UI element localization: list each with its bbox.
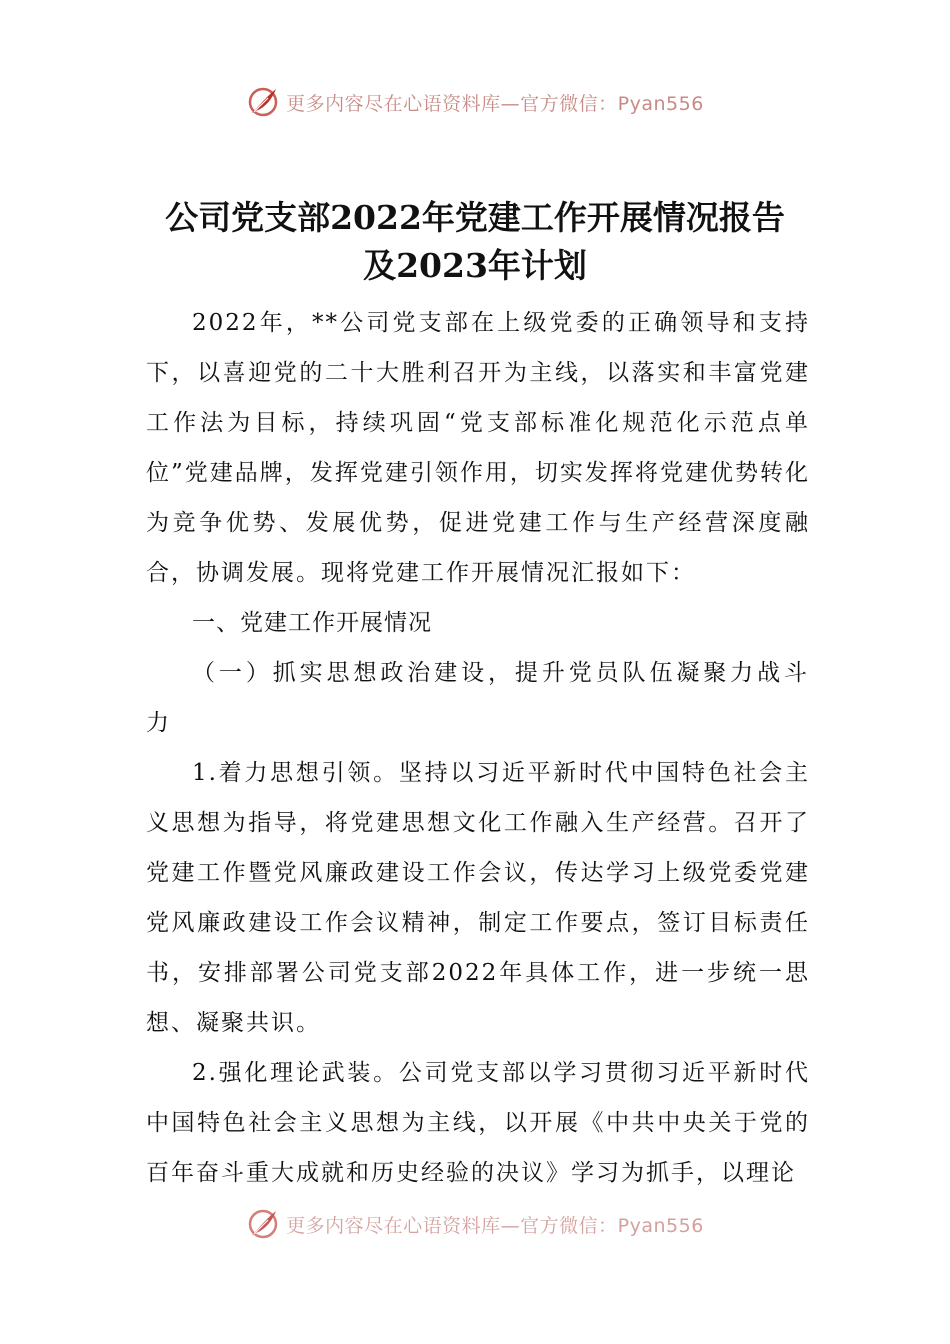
item-paragraph-2: 2.强化理论武装。公司党支部以学习贯彻习近平新时代中国特色社会主义思想为主线，以开展《中共中央关于党的百年奋斗重大成就和历史经验的决议》学习为抓手，以理论 xyxy=(146,1060,810,1186)
document-body xyxy=(146,298,810,1198)
watermark-text: 更多内容尽在心语资料库—官方微信：Pyan556 xyxy=(286,92,704,115)
watermark-text: 更多内容尽在心语资料库—官方微信：Pyan556 xyxy=(286,1214,704,1237)
watermark-banner-bottom xyxy=(0,1204,950,1244)
document-title xyxy=(0,194,950,290)
watermark-banner-top xyxy=(0,82,950,122)
subsection-heading: （一）抓实思想政治建设，提升党员队伍凝聚力战斗力 xyxy=(146,660,810,736)
intro-paragraph: 2022年，**公司党支部在上级党委的正确领导和支持下，以喜迎党的二十大胜利召开为主线，以落实和丰富党建工作法为目标，持续巩固“党支部标准化规范化示范点单位”党建品牌，发挥党建引领作用，切实发挥将党建优势转化为竞争优势、发展优势，促进党建工作与生产经营深度融合，协调发展。现将党建工作开展情况汇报如下： xyxy=(146,310,810,586)
quill-logo-icon xyxy=(246,85,280,119)
section-heading: 一、党建工作开展情况 xyxy=(192,610,432,636)
quill-logo-icon xyxy=(246,1207,280,1241)
title-line-1: 公司党支部2022年党建工作开展情况报告 xyxy=(165,198,785,237)
item-paragraph-1: 1.着力思想引领。坚持以习近平新时代中国特色社会主义思想为指导，将党建思想文化工作融入生产经营。召开了党建工作暨党风廉政建设工作会议，传达学习上级党委党建党风廉政建设工作会议精神，制定工作要点，签订目标责任书，安排部署公司党支部2022年具体工作，进一步统一思想、凝聚共识。 xyxy=(146,760,810,1036)
title-line-2: 及2023年计划 xyxy=(363,246,587,285)
